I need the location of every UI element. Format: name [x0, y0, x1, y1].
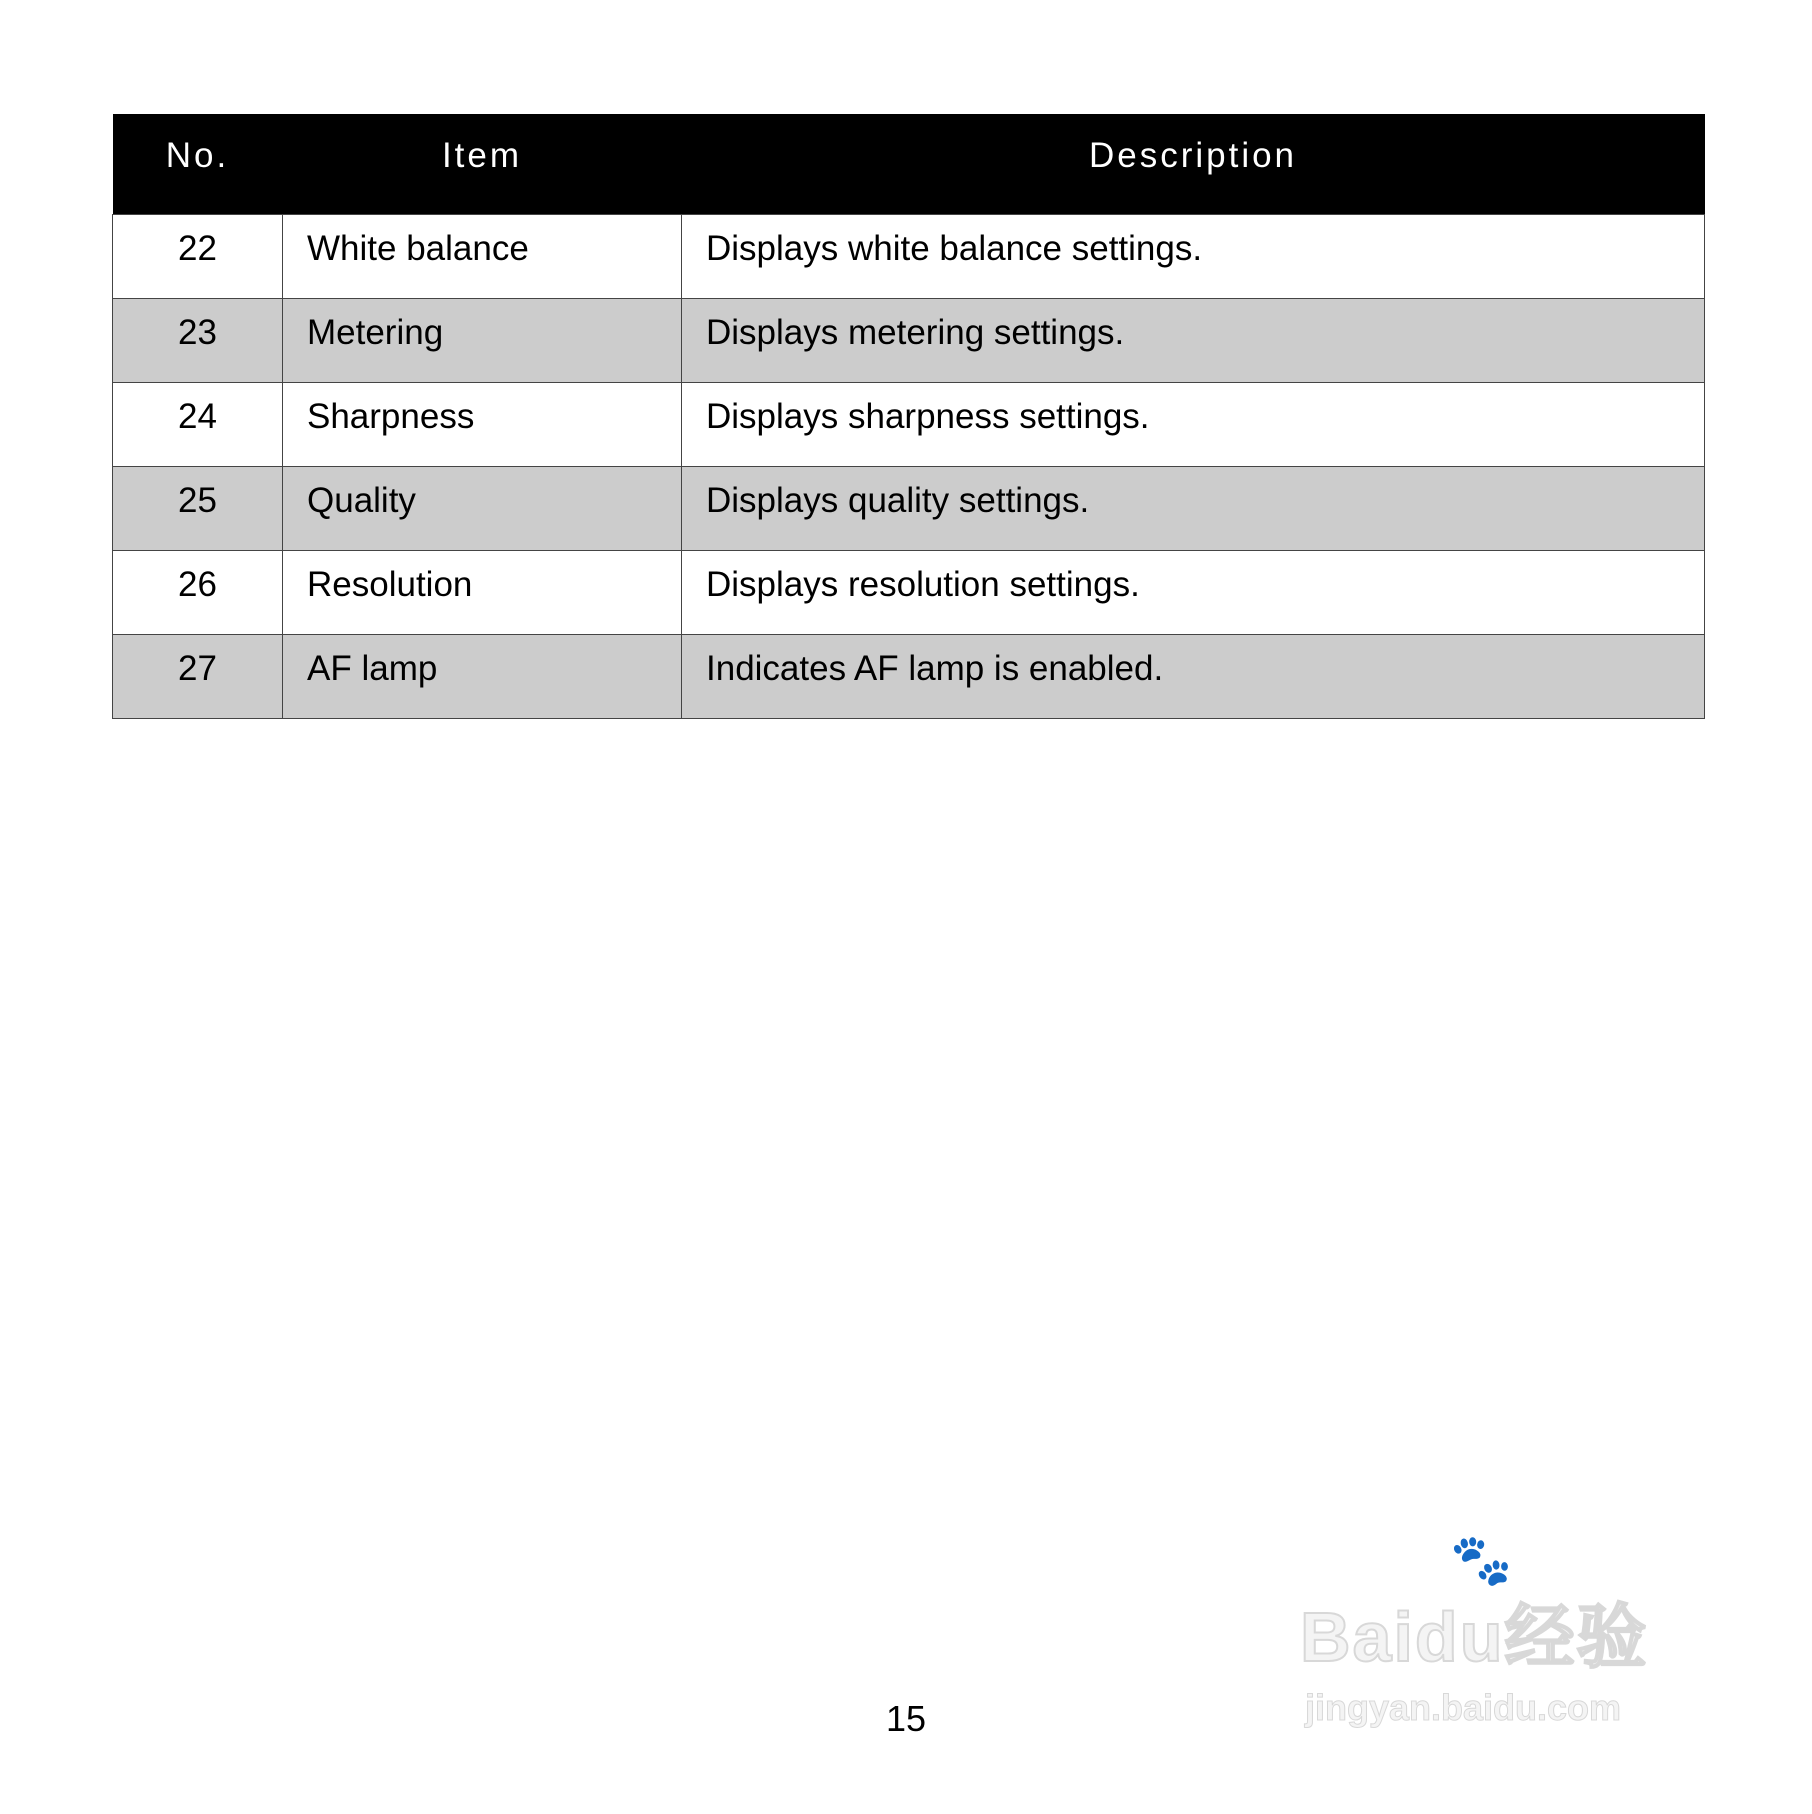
- row-description: Displays resolution settings.: [682, 550, 1705, 634]
- table-row: [113, 214, 1705, 298]
- watermark-url: jingyan.baidu.com: [1305, 1687, 1622, 1728]
- row-description: Indicates AF lamp is enabled.: [682, 634, 1705, 718]
- row-item: White balance: [283, 214, 682, 298]
- table-header-row: [113, 114, 1705, 214]
- row-item: Quality: [283, 466, 682, 550]
- row-no: 25: [113, 466, 283, 550]
- header-no: No.: [113, 114, 283, 214]
- row-no: 23: [113, 298, 283, 382]
- page-number: 15: [885, 1698, 927, 1739]
- row-no: 24: [113, 382, 283, 466]
- paw-icon: 🐾: [1450, 1532, 1513, 1588]
- row-item: Resolution: [283, 550, 682, 634]
- table-row: [113, 550, 1705, 634]
- row-description: Displays sharpness settings.: [682, 382, 1705, 466]
- baidu-watermark-logo: [1300, 1530, 1710, 1760]
- table-row: [113, 298, 1705, 382]
- table-row: [113, 634, 1705, 718]
- items-table: [112, 114, 1705, 719]
- row-no: 22: [113, 214, 283, 298]
- row-item: AF lamp: [283, 634, 682, 718]
- header-item: Item: [283, 114, 682, 214]
- row-no: 26: [113, 550, 283, 634]
- row-description: Displays metering settings.: [682, 298, 1705, 382]
- row-item: Metering: [283, 298, 682, 382]
- row-item: Sharpness: [283, 382, 682, 466]
- row-description: Displays quality settings.: [682, 466, 1705, 550]
- row-no: 27: [113, 634, 283, 718]
- header-description: Description: [682, 114, 1705, 214]
- watermark-brand: Baidu经验: [1300, 1598, 1649, 1676]
- table-row: [113, 466, 1705, 550]
- table-row: [113, 382, 1705, 466]
- row-description: Displays white balance settings.: [682, 214, 1705, 298]
